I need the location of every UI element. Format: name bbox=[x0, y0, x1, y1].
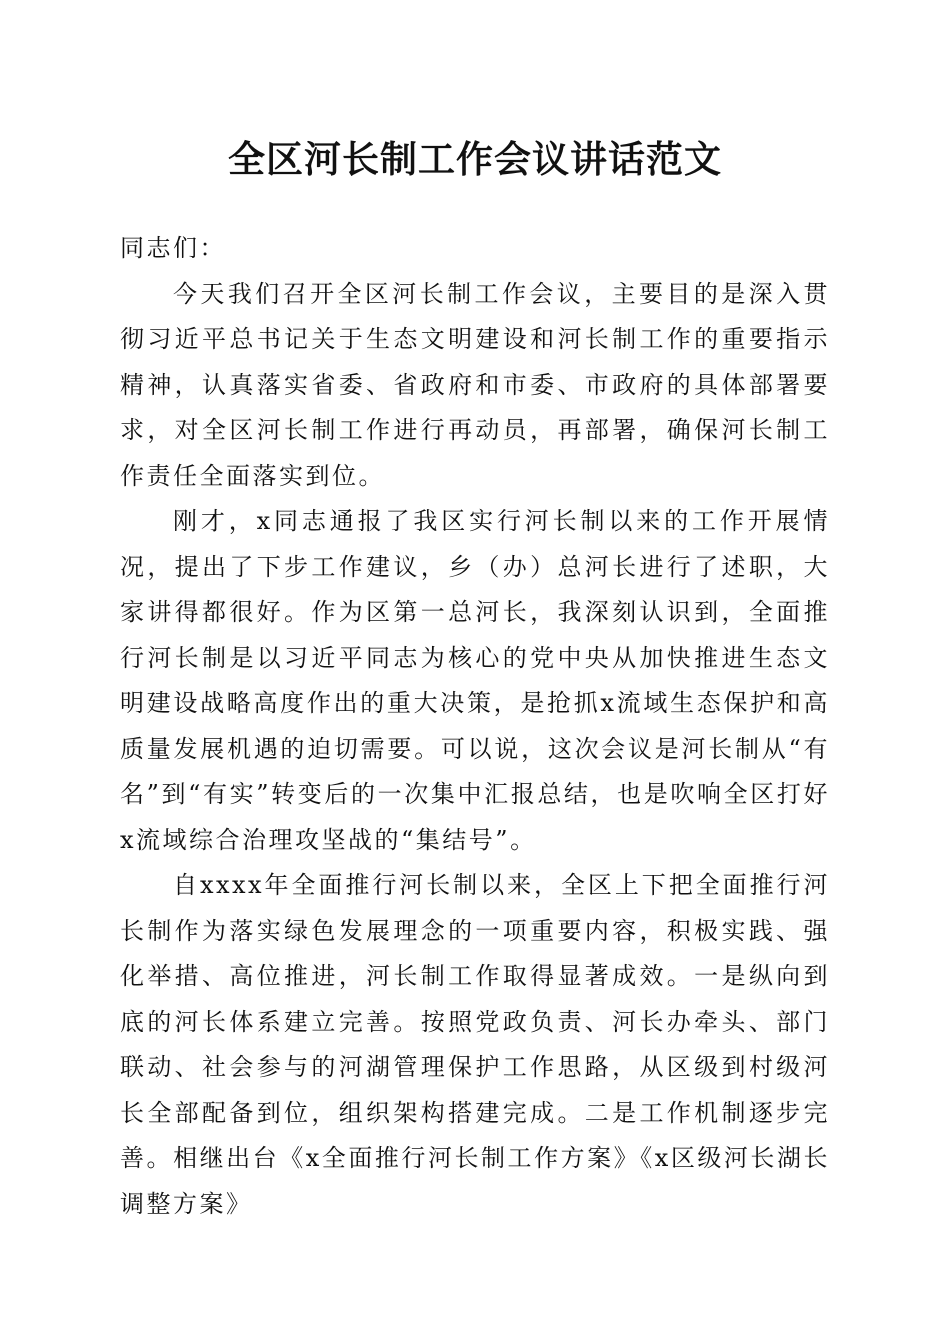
paragraph-review: 刚才，x同志通报了我区实行河长制以来的工作开展情况，提出了下步工作建议，乡（办）总河长进行了述职，大家讲得都很好。作为区第一总河长，我深刻认识到，全面推行河长制是以习近平同志为核心的党中央从加快推进生态文明建设战略高度作出的重大决策，是抢抓x流域生态保护和高质量发展机遇的迫切需要。可以说，这次会议是河长制从“有名”到“有实”转变后的一次集中汇报总结，也是吹响全区打好x流域综合治理攻坚战的“集结号”。 bbox=[120, 507, 830, 854]
document-body bbox=[120, 226, 830, 1227]
paragraph-opening: 今天我们召开全区河长制工作会议，主要目的是深入贯彻习近平总书记关于生态文明建设和河长制工作的重要指示精神，认真落实省委、省政府和市委、市政府的具体部署要求，对全区河长制工作进行再动员，再部署，确保河长制工作责任全面落实到位。 bbox=[120, 279, 830, 490]
salutation: 同志们： bbox=[120, 234, 226, 262]
paragraph-achievements: 自xxxx年全面推行河长制以来，全区上下把全面推行河长制作为落实绿色发展理念的一项重要内容，积极实践、强化举措、高位推进，河长制工作取得显著成效。一是纵向到底的河长体系建立完善。按照党政负责、河长办牵头、部门联动、社会参与的河湖管理保护工作思路，从区级到村级河长全部配备到位，组织架构搭建完成。二是工作机制逐步完善。相继出台《x全面推行河长制工作方案》《x区级河长湖长调整方案》 bbox=[120, 871, 830, 1218]
document-title: 全区河长制工作会议讲话范文 bbox=[228, 137, 722, 181]
